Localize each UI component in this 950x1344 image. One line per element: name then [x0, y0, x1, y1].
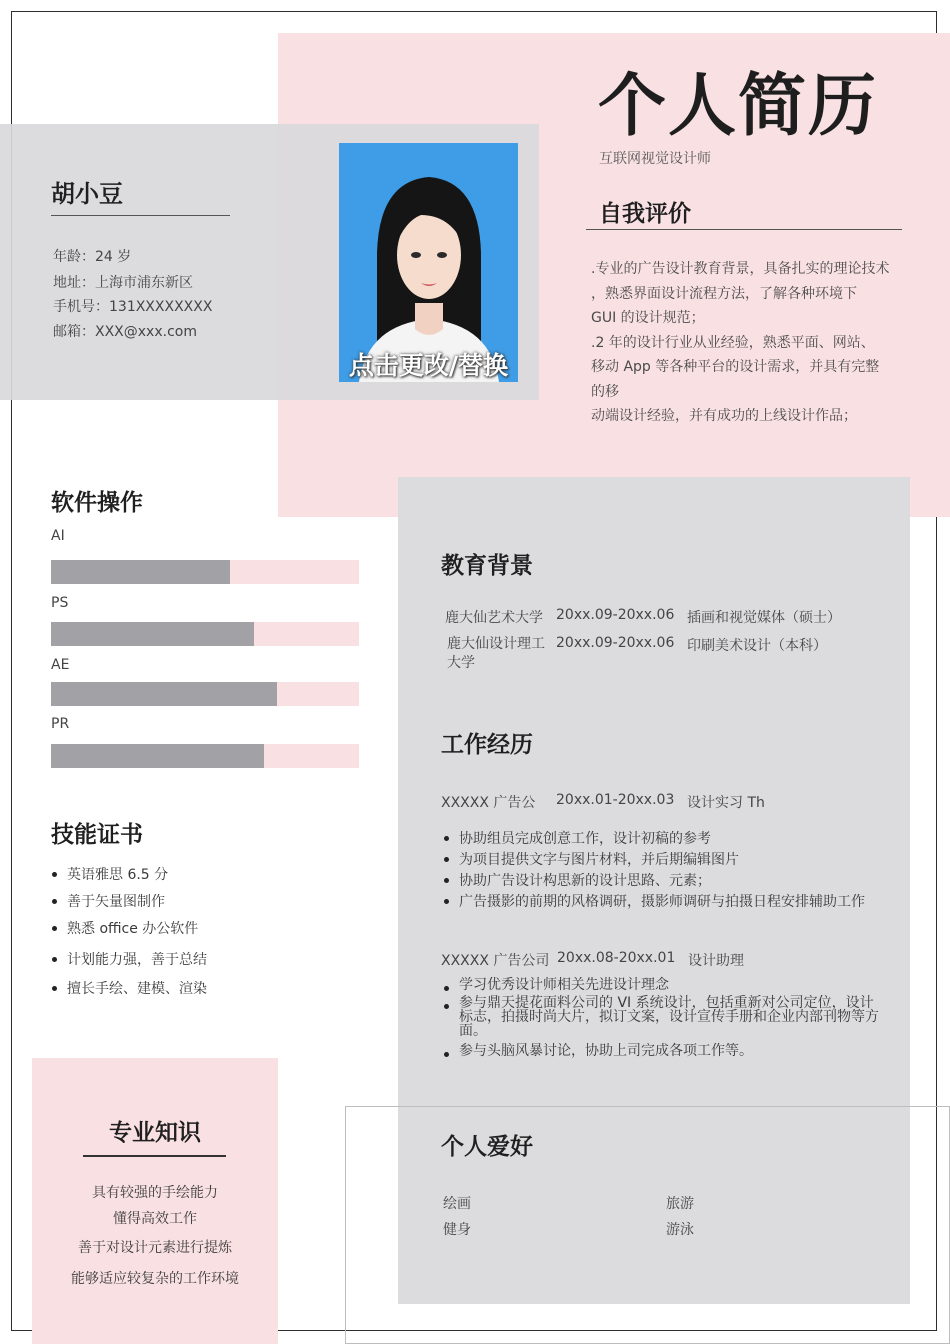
hobby-item: 游泳: [666, 1222, 694, 1238]
knowledge-heading: 专业知识: [109, 1120, 201, 1146]
certs-list: [51, 864, 207, 1005]
self-eval-line: GUI 的设计规范；: [591, 310, 705, 326]
edu-major: 插画和视觉媒体（硕士）: [687, 610, 841, 626]
list-item: 为项目提供文字与图片材料，并后期编辑图片: [443, 849, 883, 870]
list-item: 善于对设计元素进行提炼: [78, 1240, 232, 1256]
hobbies-heading: 个人爱好: [441, 1134, 533, 1160]
list-item: 具有较强的手绘能力: [92, 1185, 218, 1201]
name-divider: [51, 215, 230, 216]
job-period: 20xx.01-20xx.03: [556, 792, 675, 808]
self-eval-text: [591, 257, 911, 429]
skill-label-pr: PR: [51, 716, 70, 732]
knowledge-list: [32, 1182, 278, 1294]
skill-label-ps: PS: [51, 595, 69, 611]
decorative-outline-box: [345, 1106, 950, 1344]
job-role: 设计助理: [688, 953, 744, 969]
list-item: 学习优秀设计师相关先进设计理念: [443, 978, 883, 992]
skill-bar-ae: [51, 682, 359, 706]
job-duties: [443, 828, 883, 912]
list-item: 参与头脑风暴讨论，协助上司完成各项工作等。: [443, 1044, 883, 1058]
edu-major: 印刷美术设计（本科）: [687, 638, 827, 654]
edu-school: 鹿大仙艺术大学: [445, 610, 543, 626]
list-item: 协助广告设计构思新的设计思路、元素；: [443, 870, 883, 891]
certs-heading: 技能证书: [51, 822, 143, 848]
hobby-item: 旅游: [666, 1196, 694, 1212]
profile-phone: 手机号：131XXXXXXXX: [53, 299, 213, 315]
skill-bar-ps: [51, 622, 359, 646]
list-item: 英语雅思 6.5 分: [51, 864, 207, 891]
self-eval-line: ，熟悉界面设计流程方法，了解各种环境下: [591, 285, 857, 302]
hobby-item: 健身: [443, 1222, 471, 1238]
hobby-item: 绘画: [443, 1196, 471, 1212]
list-item: 参与鼎天提花面料公司的 VI 系统设计，包括重新对公司定位，设计标志，拍摄时尚大片，拟订文案，设计宣传手册和企业内部刊物等方面。: [443, 996, 883, 1038]
list-item: 懂得高效工作: [113, 1211, 197, 1227]
self-eval-line: .专业的广告设计教育背景，具备扎实的理论技术: [591, 261, 890, 277]
job-duties: [443, 978, 883, 1058]
knowledge-divider: [83, 1155, 226, 1157]
edu-school: 鹿大仙设计理工大学: [447, 636, 545, 671]
skill-label-ae: AE: [51, 657, 70, 673]
list-item: 广告摄影的前期的风格调研，摄影师调研与拍摄日程安排辅助工作: [443, 891, 883, 912]
job-company: XXXXX 广告公司: [441, 953, 550, 969]
education-heading: 教育背景: [441, 553, 533, 579]
list-item: 善于矢量图制作: [51, 891, 207, 918]
list-item: 擅长手绘、建模、渲染: [51, 978, 207, 1005]
profile-email: 邮箱：XXX@xxx.com: [53, 324, 197, 340]
skill-bar-fill: [51, 560, 230, 584]
skill-bar-fill: [51, 682, 277, 706]
profile-age: 年龄：24 岁: [53, 249, 132, 265]
job-title: 互联网视觉设计师: [599, 151, 711, 167]
self-eval-line: 移动 App 等各种平台的设计需求，并具有完整: [591, 359, 880, 375]
work-heading: 工作经历: [441, 732, 533, 758]
self-eval-heading: 自我评价: [599, 201, 691, 227]
job-role: 设计实习 Th: [687, 795, 765, 811]
skill-bar-fill: [51, 744, 264, 768]
self-eval-line: 动端设计经验，并有成功的上线设计作品；: [591, 408, 857, 424]
photo-replace-button[interactable]: 点击更改/替换: [348, 351, 509, 380]
software-heading: 软件操作: [51, 490, 143, 516]
skill-label-ai: AI: [51, 528, 65, 544]
list-item: 熟悉 office 办公软件: [51, 918, 207, 949]
profile-name: 胡小豆: [51, 180, 123, 208]
job-company: XXXXX 广告公: [441, 795, 536, 811]
list-item: 协助组员完成创意工作，设计初稿的参考: [443, 828, 883, 849]
self-eval-line: .2 年的设计行业从业经验，熟悉平面、网站、: [591, 334, 875, 351]
edu-period: 20xx.09-20xx.06: [556, 635, 675, 651]
self-eval-line: 的移: [591, 383, 619, 400]
job-period: 20xx.08-20xx.01: [557, 950, 676, 966]
page-title: 个人简历: [598, 67, 879, 146]
list-item: 能够适应较复杂的工作环境: [71, 1271, 239, 1287]
profile-address: 地址：上海市浦东新区: [53, 275, 193, 291]
list-item: 计划能力强，善于总结: [51, 949, 207, 978]
skill-bar-pr: [51, 744, 359, 768]
skill-bar-fill: [51, 622, 254, 646]
skill-bar-ai: [51, 560, 359, 584]
edu-period: 20xx.09-20xx.06: [556, 607, 675, 623]
self-eval-divider: [586, 229, 902, 230]
